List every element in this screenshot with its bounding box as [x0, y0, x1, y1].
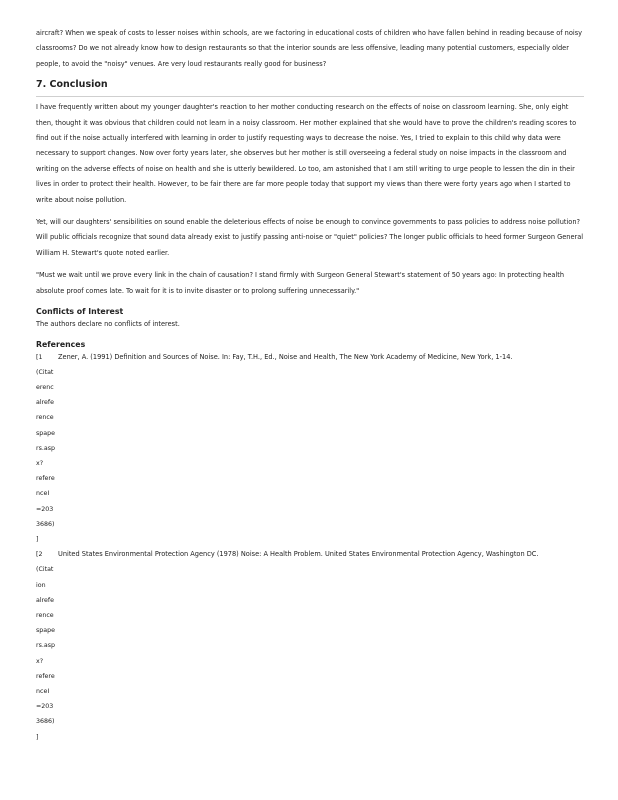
coi-text: The authors declare no conflicts of interest. [36, 320, 180, 329]
section-heading: 7. Conclusion [36, 78, 584, 97]
coi-heading: Conflicts of Interest [36, 307, 124, 317]
citation-link[interactable]: [1 (Citat erenc alrefe rence spape rs.asp x? refere nceI =203 3686) ] [36, 353, 56, 543]
citation-link[interactable]: [2 (Citat ion alrefe rence spape rs.asp x? refere nceI =203 3686) ] [36, 551, 56, 741]
conclusion-paragraph-2: Yet, will our daughters' sensibilities on sound enable the deleterious effects of noise be enough to convince governments to pass policies to address noise pollution? Will public officials recognize that sound data already exist to justify passing anti-noise or "quiet" policies? The longer public officials to heed former Surgeon General William H. Stewart's quote noted earlier. [36, 218, 584, 257]
conclusion-paragraph-1: I have frequently written about my younger daughter's reaction to her mother conducting research on the effects of noise on classroom learning. She, only eight then, thought it was obvious that children could not learn in a noisy classroom. Her mother explained that she would have to prove the children's reading scores to find out if the noise actually interfered with learning in order to justify requesting ways to decrease the noise. Yes, I tried to explain to this child why data were necessary to support changes. Now over forty years later, she observes but her mother is still overseeing a federal study on noise impacts in the classroom and writing on the adverse effects of noise on health and she is utterly bewildered. Lo too, am astonished that I am still writing to urge people to lessen the din in their lives in order to protect their health. However, to be fair there are far more people today that support my views than there were forty years ago when I started to write about noise pollution. [36, 103, 577, 204]
reference-item [36, 547, 584, 745]
references-heading: References [36, 339, 86, 349]
article-page [36, 26, 584, 745]
reference-text: United States Environmental Protection Agency (1978) Noise: A Health Problem. United States Environmental Protection Agency, Washington DC. [58, 550, 539, 559]
conclusion-quote: "Must we wait until we prove every link in the chain of causation? I stand firmly with Surgeon General Stewart's statement of 50 years ago: In protecting health absolute proof comes late. To wait for it is to invite disaster or to prolong suffering unnecessarily." [36, 271, 565, 295]
intro-paragraph: aircraft? When we speak of costs to lesser noises within schools, are we factoring in educational costs of children who have fallen behind in reading because of noisy classrooms? Do we not already know how to design restaurants so that the interior sounds are less offensive, leading many potential customers, especially older people, to avoid the "noisy" venues. Are very loud restaurants really good for business? [36, 29, 583, 68]
reference-item [36, 350, 584, 548]
reference-text: Zener, A. (1991) Definition and Sources of Noise. In: Fay, T.H., Ed., Noise and Health, The New York Academy of Medicine, New York, 1-14. [58, 352, 513, 361]
